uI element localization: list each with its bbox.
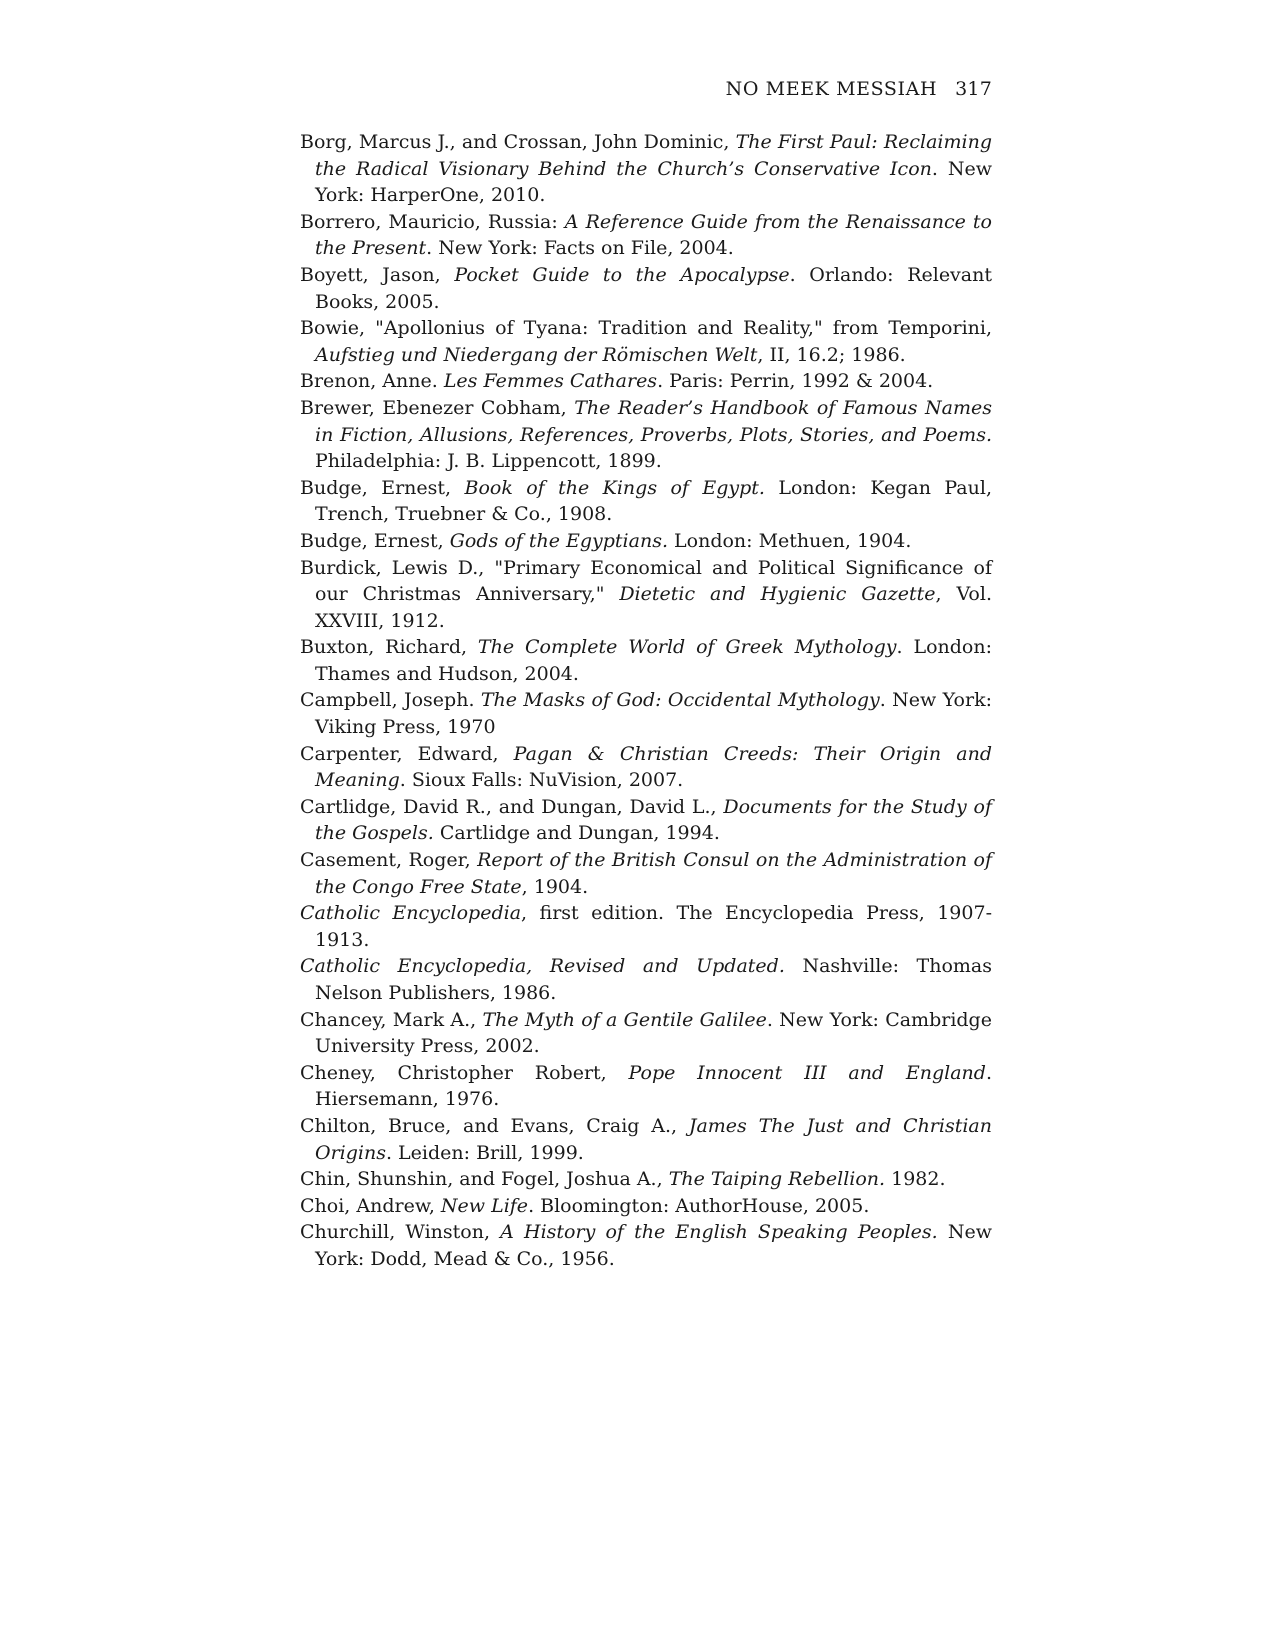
entry-text: Borrero, Mauricio, Russia:: [300, 210, 565, 233]
entry-text: Campbell, Joseph.: [300, 689, 481, 712]
entry-text: Cheney, Christopher Robert,: [300, 1061, 629, 1084]
entry-title-italic: The Taiping Rebellion.: [668, 1168, 886, 1191]
entry-text: Casement, Roger,: [300, 849, 478, 872]
entry-title-italic: Pagan & Christian Creeds: Their Origin and Meaning: [315, 742, 992, 792]
entry-text: Burdick, Lewis D., "Primary Economical and Political Significance of our Christmas Anniversary,": [300, 556, 992, 606]
bibliography-entry: [300, 555, 992, 635]
entry-text: Cartlidge, David R., and Dungan, David L.,: [300, 795, 724, 818]
entry-title-italic: Pocket Guide to the Apocalypse: [454, 263, 790, 286]
entry-text: . New York: Viking Press, 1970: [315, 689, 992, 739]
entry-text: Chilton, Bruce, and Evans, Craig A.,: [300, 1114, 689, 1137]
entry-title-italic: The Masks of God: Occidental Mythology: [480, 689, 880, 712]
bibliography-entry: [300, 1166, 992, 1193]
bibliography-entry: [300, 262, 992, 315]
bibliography-entry: [300, 1113, 992, 1166]
entry-title-italic: Les Femmes Cathares: [443, 370, 658, 393]
bibliography-entry: [300, 1007, 992, 1060]
entry-text: . New York: Cambridge University Press, 2002.: [315, 1008, 992, 1058]
entry-text: Churchill, Winston,: [300, 1221, 501, 1244]
entry-text: Budge, Ernest,: [300, 529, 450, 552]
bibliography-entry: [300, 475, 992, 528]
bibliography-entry: [300, 953, 992, 1006]
entry-text: . New York: Facts on File, 2004.: [426, 237, 734, 260]
running-head: [300, 78, 992, 100]
entry-title-italic: A Reference Guide from the Renaissance to the Present: [315, 210, 992, 260]
entry-text: . London: Thames and Hudson, 2004.: [315, 636, 992, 685]
entry-text: London: Kegan Paul, Trench, Truebner & Co., 1908.: [315, 476, 992, 526]
entry-title-italic: Book of the Kings of Egypt.: [464, 476, 765, 499]
entry-text: . Bloomington: AuthorHouse, 2005.: [528, 1194, 870, 1217]
entry-title-italic: The Complete World of Greek Mythology: [477, 636, 897, 659]
entry-text: Boyett, Jason,: [300, 263, 455, 286]
entry-text: Chin, Shunshin, and Fogel, Joshua A.,: [300, 1168, 669, 1191]
bibliography-entry: [300, 209, 992, 262]
entry-title-italic: Catholic Encyclopedia: [300, 902, 522, 925]
entry-text: . New York: HarperOne, 2010.: [315, 157, 992, 207]
entry-text: Nashville: Thomas Nelson Publishers, 1986.: [315, 955, 992, 1004]
entry-text: London: Methuen, 1904.: [667, 529, 912, 552]
bibliography-entry: [300, 687, 992, 740]
entry-text: Brenon, Anne.: [300, 370, 444, 393]
entry-text: Carpenter, Edward,: [300, 742, 514, 765]
entry-text: Buxton, Richard,: [300, 636, 478, 659]
bibliography-entry: [300, 847, 992, 900]
entry-text: Choi, Andrew,: [300, 1194, 441, 1217]
entry-title-italic: Pope Innocent III and England: [628, 1061, 986, 1084]
bibliography-entry: [300, 1060, 992, 1113]
entry-title-italic: Report of the British Consul on the Administration of the Congo Free State: [315, 849, 992, 898]
entry-title-italic: The Reader’s Handbook of Famous Names in Fiction, Allusions, References, Proverbs, Plots, Stories, and Poems.: [315, 396, 992, 446]
bibliography-entry: [300, 1193, 992, 1220]
entry-title-italic: James The Just and Christian Origins: [315, 1114, 992, 1164]
entry-title-italic: Documents for the Study of the Gospels.: [315, 795, 992, 845]
entry-text: , 1904.: [521, 875, 589, 898]
entry-text: Philadelphia: J. B. Lippencott, 1899.: [315, 450, 662, 473]
entry-text: New York: Dodd, Mead & Co., 1956.: [315, 1221, 992, 1270]
bibliography-entry: [300, 1219, 992, 1272]
entry-text: . Paris: Perrin, 1992 & 2004.: [657, 370, 934, 393]
entry-title-italic: New Life: [440, 1194, 529, 1217]
bibliography-entry: [300, 634, 992, 687]
bibliography-entry: [300, 528, 992, 555]
entry-title-italic: Catholic Encyclopedia, Revised and Updated.: [300, 955, 785, 978]
entry-text: Chancey, Mark A.,: [300, 1008, 483, 1031]
page-number: 317: [955, 78, 992, 100]
bibliography-entry: [300, 900, 992, 953]
entry-text: , II, 16.2; 1986.: [757, 343, 906, 366]
entry-text: Borg, Marcus J., and Crossan, John Dominic,: [300, 131, 736, 153]
bibliography-entry: [300, 368, 992, 395]
bibliography-entry: [300, 794, 992, 847]
entry-text: . Hiersemann, 1976.: [315, 1061, 992, 1111]
entry-title-italic: The Myth of a Gentile Galilee: [482, 1008, 767, 1031]
entry-title-italic: Gods of the Egyptians.: [449, 529, 668, 552]
entry-title-italic: A History of the English Speaking Peoples.: [500, 1221, 938, 1244]
entry-text: . Leiden: Brill, 1999.: [385, 1141, 584, 1164]
bibliography-entry: [300, 315, 992, 368]
entry-text: Budge, Ernest,: [300, 476, 465, 499]
entry-text: , first edition. The Encyclopedia Press, 1907-1913.: [315, 902, 992, 951]
entry-text: Bowie, "Apollonius of Tyana: Tradition and Reality," from Temporini,: [300, 317, 992, 340]
bibliography-entry: [300, 741, 992, 794]
entry-text: . Sioux Falls: NuVision, 2007.: [399, 769, 684, 792]
entry-title-italic: Dietetic and Hygienic Gazette: [619, 583, 936, 606]
entry-text: , Vol. XXVIII, 1912.: [315, 583, 992, 632]
bibliography-entry: [300, 129, 992, 209]
entry-title-italic: The First Paul: Reclaiming the Radical Visionary Behind the Church’s Conservative Icon: [315, 131, 993, 180]
entry-text: 1982.: [885, 1168, 946, 1191]
entry-text: Cartlidge and Dungan, 1994.: [433, 822, 720, 845]
entry-title-italic: Aufstieg und Niedergang der Römischen Welt: [315, 343, 758, 366]
entry-text: Brewer, Ebenezer Cobham,: [300, 396, 575, 419]
entry-text: . Orlando: Relevant Books, 2005.: [315, 263, 992, 313]
running-head-title: NO MEEK MESSIAH: [725, 78, 938, 100]
bibliography-entry: [300, 395, 992, 475]
bibliography-list: [300, 129, 992, 1273]
